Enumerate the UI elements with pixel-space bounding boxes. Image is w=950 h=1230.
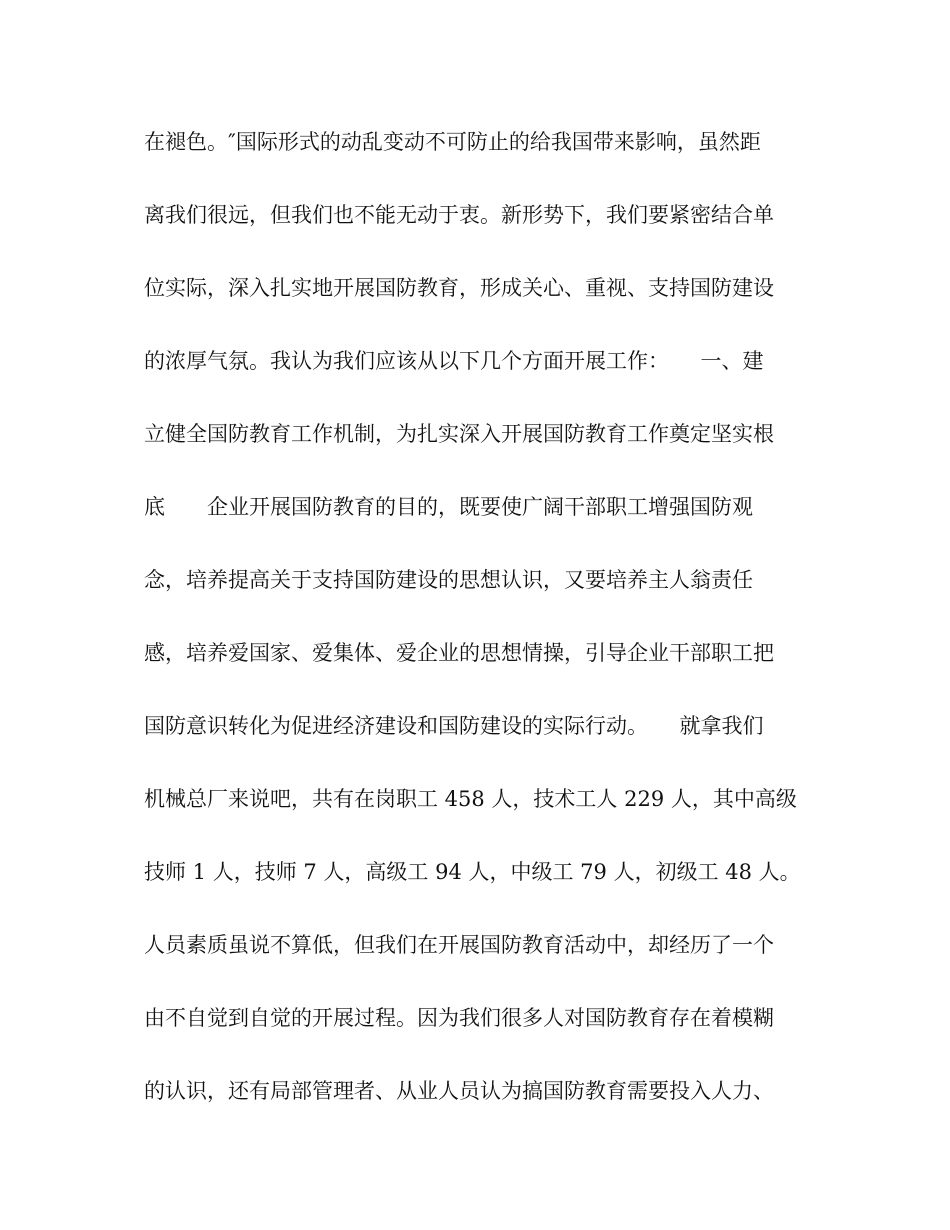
text-line-1: 在褪色。″国际形式的动乱变动不可防止的给我国带来影响，虽然距 — [144, 130, 761, 154]
text-line-9: 国防意识转化为促进经济建设和国防建设的实际行动。 就拿我们 — [144, 714, 764, 738]
text-line-8: 感，培养爱国家、爱集体、爱企业的思想情操，引导企业干部职工把 — [144, 641, 774, 665]
text-line-6: 底 企业开展国防教育的目的，既要使广阔干部职工增强国防观 — [144, 495, 753, 519]
text-line-14: 的认识，还有局部管理者、从业人员认为搞国防教育需要投入人力、 — [144, 1079, 774, 1103]
text-line-10: 机械总厂来说吧，共有在岗职工 458 人，技术工人 229 人，其中高级 — [144, 787, 797, 811]
text-line-13: 由不自觉到自觉的开展过程。因为我们很多人对国防教育存在着模糊 — [144, 1006, 774, 1030]
text-line-12: 人员素质虽说不算低，但我们在开展国防教育活动中，却经历了一个 — [144, 933, 774, 957]
text-line-4: 的浓厚气氛。我认为我们应该从以下几个方面开展工作： 一、建 — [144, 349, 764, 373]
text-line-7: 念，培养提高关于支持国防建设的思想认识，又要培养主人翁责任 — [144, 568, 753, 592]
text-line-5: 立健全国防教育工作机制，为扎实深入开展国防教育工作奠定坚实根 — [144, 422, 774, 446]
text-line-3: 位实际，深入扎实地开展国防教育，形成关心、重视、支持国防建设 — [144, 276, 774, 300]
text-line-2: 离我们很远，但我们也不能无动于衷。新形势下，我们要紧密结合单 — [144, 203, 774, 227]
text-line-11: 技师 1 人，技师 7 人，高级工 94 人，中级工 79 人，初级工 48 人。 — [144, 860, 801, 884]
